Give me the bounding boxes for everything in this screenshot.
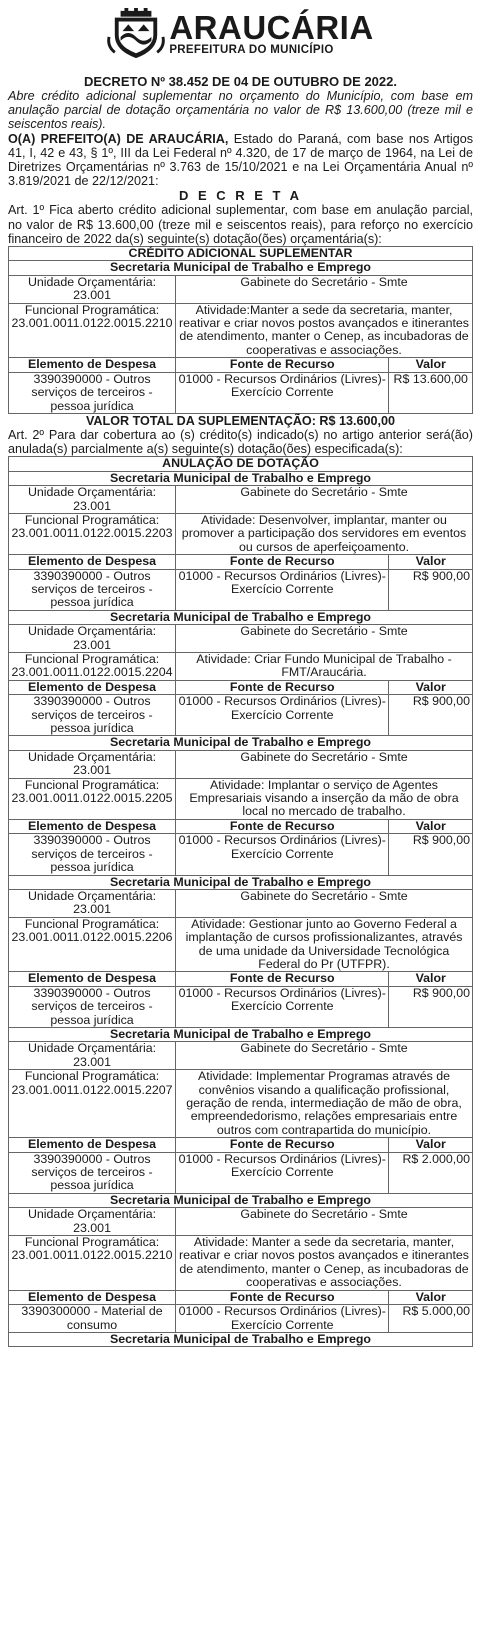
unidade-label: Unidade Orçamentária: 23.001 [9,486,176,514]
col-fonte-header: Fonte de Recurso [176,680,389,694]
col-fonte-header: Fonte de Recurso [176,1138,389,1152]
valor-cell: R$ 900,00 [389,986,473,1027]
fonte-cell: 01000 - Recursos Ordinários (Livres)- Exercício Corrente [176,1305,389,1333]
col-elemento-header: Elemento de Despesa [9,1138,176,1152]
decree-preamble [8,132,473,189]
article-2: Art. 2º Para dar cobertura ao (s) crédito(s) indicado(s) no artigo anterior será(ão) anulada(s) parcialmente a(s) seguinte(s) dotação(ões) especificada(s): [8,427,473,457]
unidade-value: Gabinete do Secretário - Smte [176,1042,473,1070]
article-1: Art. 1º Fica aberto crédito adicional suplementar, com base em anulação parcial, no valor de R$ 13.600,00 (treze mil e seiscentos reais), para reforço no exercício financeiro de 2022 da(s) seguinte(s) dotação(ões) orçamentária(s): [8,203,473,246]
fonte-cell: 01000 - Recursos Ordinários (Livres)- Exercício Corrente [176,695,389,736]
col-elemento-header: Elemento de Despesa [9,819,176,833]
masthead [8,6,473,62]
decree-ementa: Abre crédito adicional suplementar no orçamento do Município, com base em anulação parcial de dotação orçamentária no valor de R$ 13.600,00 (treze mil e seiscentos reais). [8,89,473,132]
valor-cell: R$ 2.000,00 [389,1152,473,1193]
col-elemento-header: Elemento de Despesa [9,1290,176,1304]
elemento-cell: 3390390000 - Outros serviços de terceiros - pessoa jurídica [9,1152,176,1193]
unidade-value: Gabinete do Secretário - Smte [176,625,473,653]
unidade-label: Unidade Orçamentária: 23.001 [9,1042,176,1070]
elemento-cell: 3390390000 - Outros serviços de terceiros - pessoa jurídica [9,569,176,610]
coat-of-arms-icon [107,8,165,60]
unidade-value: Gabinete do Secretário - Smte [176,750,473,778]
elemento-cell: 3390390000 - Outros serviços de terceiros - pessoa jurídica [9,372,176,413]
funcional-value: Atividade: Manter a sede da secretaria, manter, reativar e criar novos postos avançados e itinerantes de atendimento, manter o Cenep, as incubadoras de cooperativas e associações. [176,1236,473,1291]
funcional-value: Atividade: Gestionar junto ao Governo Federal a implantação de cursos profissionalizantes, através de uma unidade da Universidade Tecnológica Federal do Pr (UTFPR). [176,917,473,972]
credit-heading: CRÉDITO ADICIONAL SUPLEMENTAR [9,247,473,261]
block-secretaria: Secretaria Municipal de Trabalho e Emprego [9,610,473,624]
preamble-bold: O(A) PREFEITO(A) DE ARAUCÁRIA, [8,131,229,146]
fonte-cell: 01000 - Recursos Ordinários (Livres)- Exercício Corrente [176,986,389,1027]
fonte-cell: 01000 - Recursos Ordinários (Livres)- Exercício Corrente [176,1152,389,1193]
col-valor-header: Valor [389,555,473,569]
preamble-text: Estado do Paraná, com base nos Artigos 41, I, 42 e 43, § 1º, III da Lei Federal nº 4.320, de 17 de março de 1964, na Lei de Diretrizes Orçamentárias nº 3.763 de 15/10/2021 e na Lei Orçamentária Anual nº 3.819/2021 de 22/12/2021: [8,131,473,189]
funcional-label: Funcional Programática: 23.001.0011.0122.0015.2204 [9,653,176,681]
prefecture-subtitle: PREFEITURA DO MUNICÍPIO [169,44,334,57]
col-elemento-header: Elemento de Despesa [9,358,176,372]
col-fonte-header: Fonte de Recurso [176,555,389,569]
col-fonte-header: Fonte de Recurso [176,819,389,833]
block-secretaria: Secretaria Municipal de Trabalho e Emprego [9,471,473,485]
unidade-value: Gabinete do Secretário - Smte [176,486,473,514]
fonte-cell: 01000 - Recursos Ordinários (Livres)- Exercício Corrente [176,372,389,413]
valor-cell: R$ 5.000,00 [389,1305,473,1333]
credit-total: VALOR TOTAL DA SUPLEMENTAÇÃO: R$ 13.600,00 [85,413,396,428]
block-secretaria: Secretaria Municipal de Trabalho e Emprego [9,875,473,889]
unidade-label: Unidade Orçamentária: 23.001 [9,275,176,303]
funcional-label: Funcional Programática: 23.001.0011.0122.0015.2210 [9,303,176,358]
credit-table [8,246,473,414]
col-fonte-header: Fonte de Recurso [176,358,389,372]
col-elemento-header: Elemento de Despesa [9,680,176,694]
fonte-cell: 01000 - Recursos Ordinários (Livres)- Exercício Corrente [176,834,389,875]
valor-cell: R$ 900,00 [389,695,473,736]
elemento-cell: 3390390000 - Outros serviços de terceiros - pessoa jurídica [9,695,176,736]
unidade-label: Unidade Orçamentária: 23.001 [9,1208,176,1236]
valor-cell: R$ 13.600,00 [389,372,473,413]
credit-secretaria: Secretaria Municipal de Trabalho e Emprego [9,261,473,275]
fonte-cell: 01000 - Recursos Ordinários (Livres)- Exercício Corrente [176,569,389,610]
col-valor-header: Valor [389,358,473,372]
funcional-value: Atividade: Desenvolver, implantar, manter ou promover a participação dos servidores em eventos ou cursos de aperfeiçoamento. [176,513,473,554]
block-secretaria: Secretaria Municipal de Trabalho e Emprego [9,1193,473,1207]
decree-title: DECRETO Nº 38.452 DE 04 DE OUTUBRO DE 2022. [83,74,397,89]
unidade-value: Gabinete do Secretário - Smte [176,889,473,917]
city-name: ARAUCÁRIA [169,9,374,47]
annulment-table [8,456,473,1347]
col-valor-header: Valor [389,819,473,833]
trailing-secretaria: Secretaria Municipal de Trabalho e Emprego [9,1332,473,1346]
col-fonte-header: Fonte de Recurso [176,972,389,986]
valor-cell: R$ 900,00 [389,834,473,875]
unidade-value: Gabinete do Secretário - Smte [176,275,473,303]
decree-page [8,0,473,1347]
unidade-label: Unidade Orçamentária: 23.001 [9,625,176,653]
block-secretaria: Secretaria Municipal de Trabalho e Emprego [9,1027,473,1041]
brand-text [169,11,373,57]
valor-cell: R$ 900,00 [389,569,473,610]
funcional-label: Funcional Programática: 23.001.0011.0122.0015.2203 [9,513,176,554]
elemento-cell: 3390390000 - Outros serviços de terceiros - pessoa jurídica [9,834,176,875]
col-elemento-header: Elemento de Despesa [9,555,176,569]
annulment-heading: ANULAÇÃO DE DOTAÇÃO [9,457,473,471]
funcional-label: Funcional Programática: 23.001.0011.0122.0015.2206 [9,917,176,972]
unidade-label: Unidade Orçamentária: 23.001 [9,750,176,778]
col-valor-header: Valor [389,680,473,694]
funcional-value: Atividade: Implantar o serviço de Agentes Empresariais visando a inserção da mão de obra local no mercado de trabalho. [176,778,473,819]
col-elemento-header: Elemento de Despesa [9,972,176,986]
block-secretaria: Secretaria Municipal de Trabalho e Emprego [9,736,473,750]
col-valor-header: Valor [389,972,473,986]
col-fonte-header: Fonte de Recurso [176,1290,389,1304]
decreta-heading: D E C R E T A [178,188,303,204]
unidade-label: Unidade Orçamentária: 23.001 [9,889,176,917]
funcional-value: Atividade: Implementar Programas através de convênios visando a qualificação profissional, geração de renda, intermediação de mão de obra, empreendedorismo, relações empresariais entre outros com contrapartida do município. [176,1070,473,1138]
unidade-value: Gabinete do Secretário - Smte [176,1208,473,1236]
elemento-cell: 3390300000 - Material de consumo [9,1305,176,1333]
elemento-cell: 3390390000 - Outros serviços de terceiros - pessoa jurídica [9,986,176,1027]
col-valor-header: Valor [389,1138,473,1152]
funcional-value: Atividade:Manter a sede da secretaria, manter, reativar e criar novos postos avançados e itinerantes de atendimento, manter o Cenep, as incubadoras de cooperativas e associações. [176,303,473,358]
funcional-label: Funcional Programática: 23.001.0011.0122.0015.2205 [9,778,176,819]
funcional-value: Atividade: Criar Fundo Municipal de Trabalho - FMT/Araucária. [176,653,473,681]
col-valor-header: Valor [389,1290,473,1304]
funcional-label: Funcional Programática: 23.001.0011.0122.0015.2207 [9,1070,176,1138]
funcional-label: Funcional Programática: 23.001.0011.0122.0015.2210 [9,1236,176,1291]
